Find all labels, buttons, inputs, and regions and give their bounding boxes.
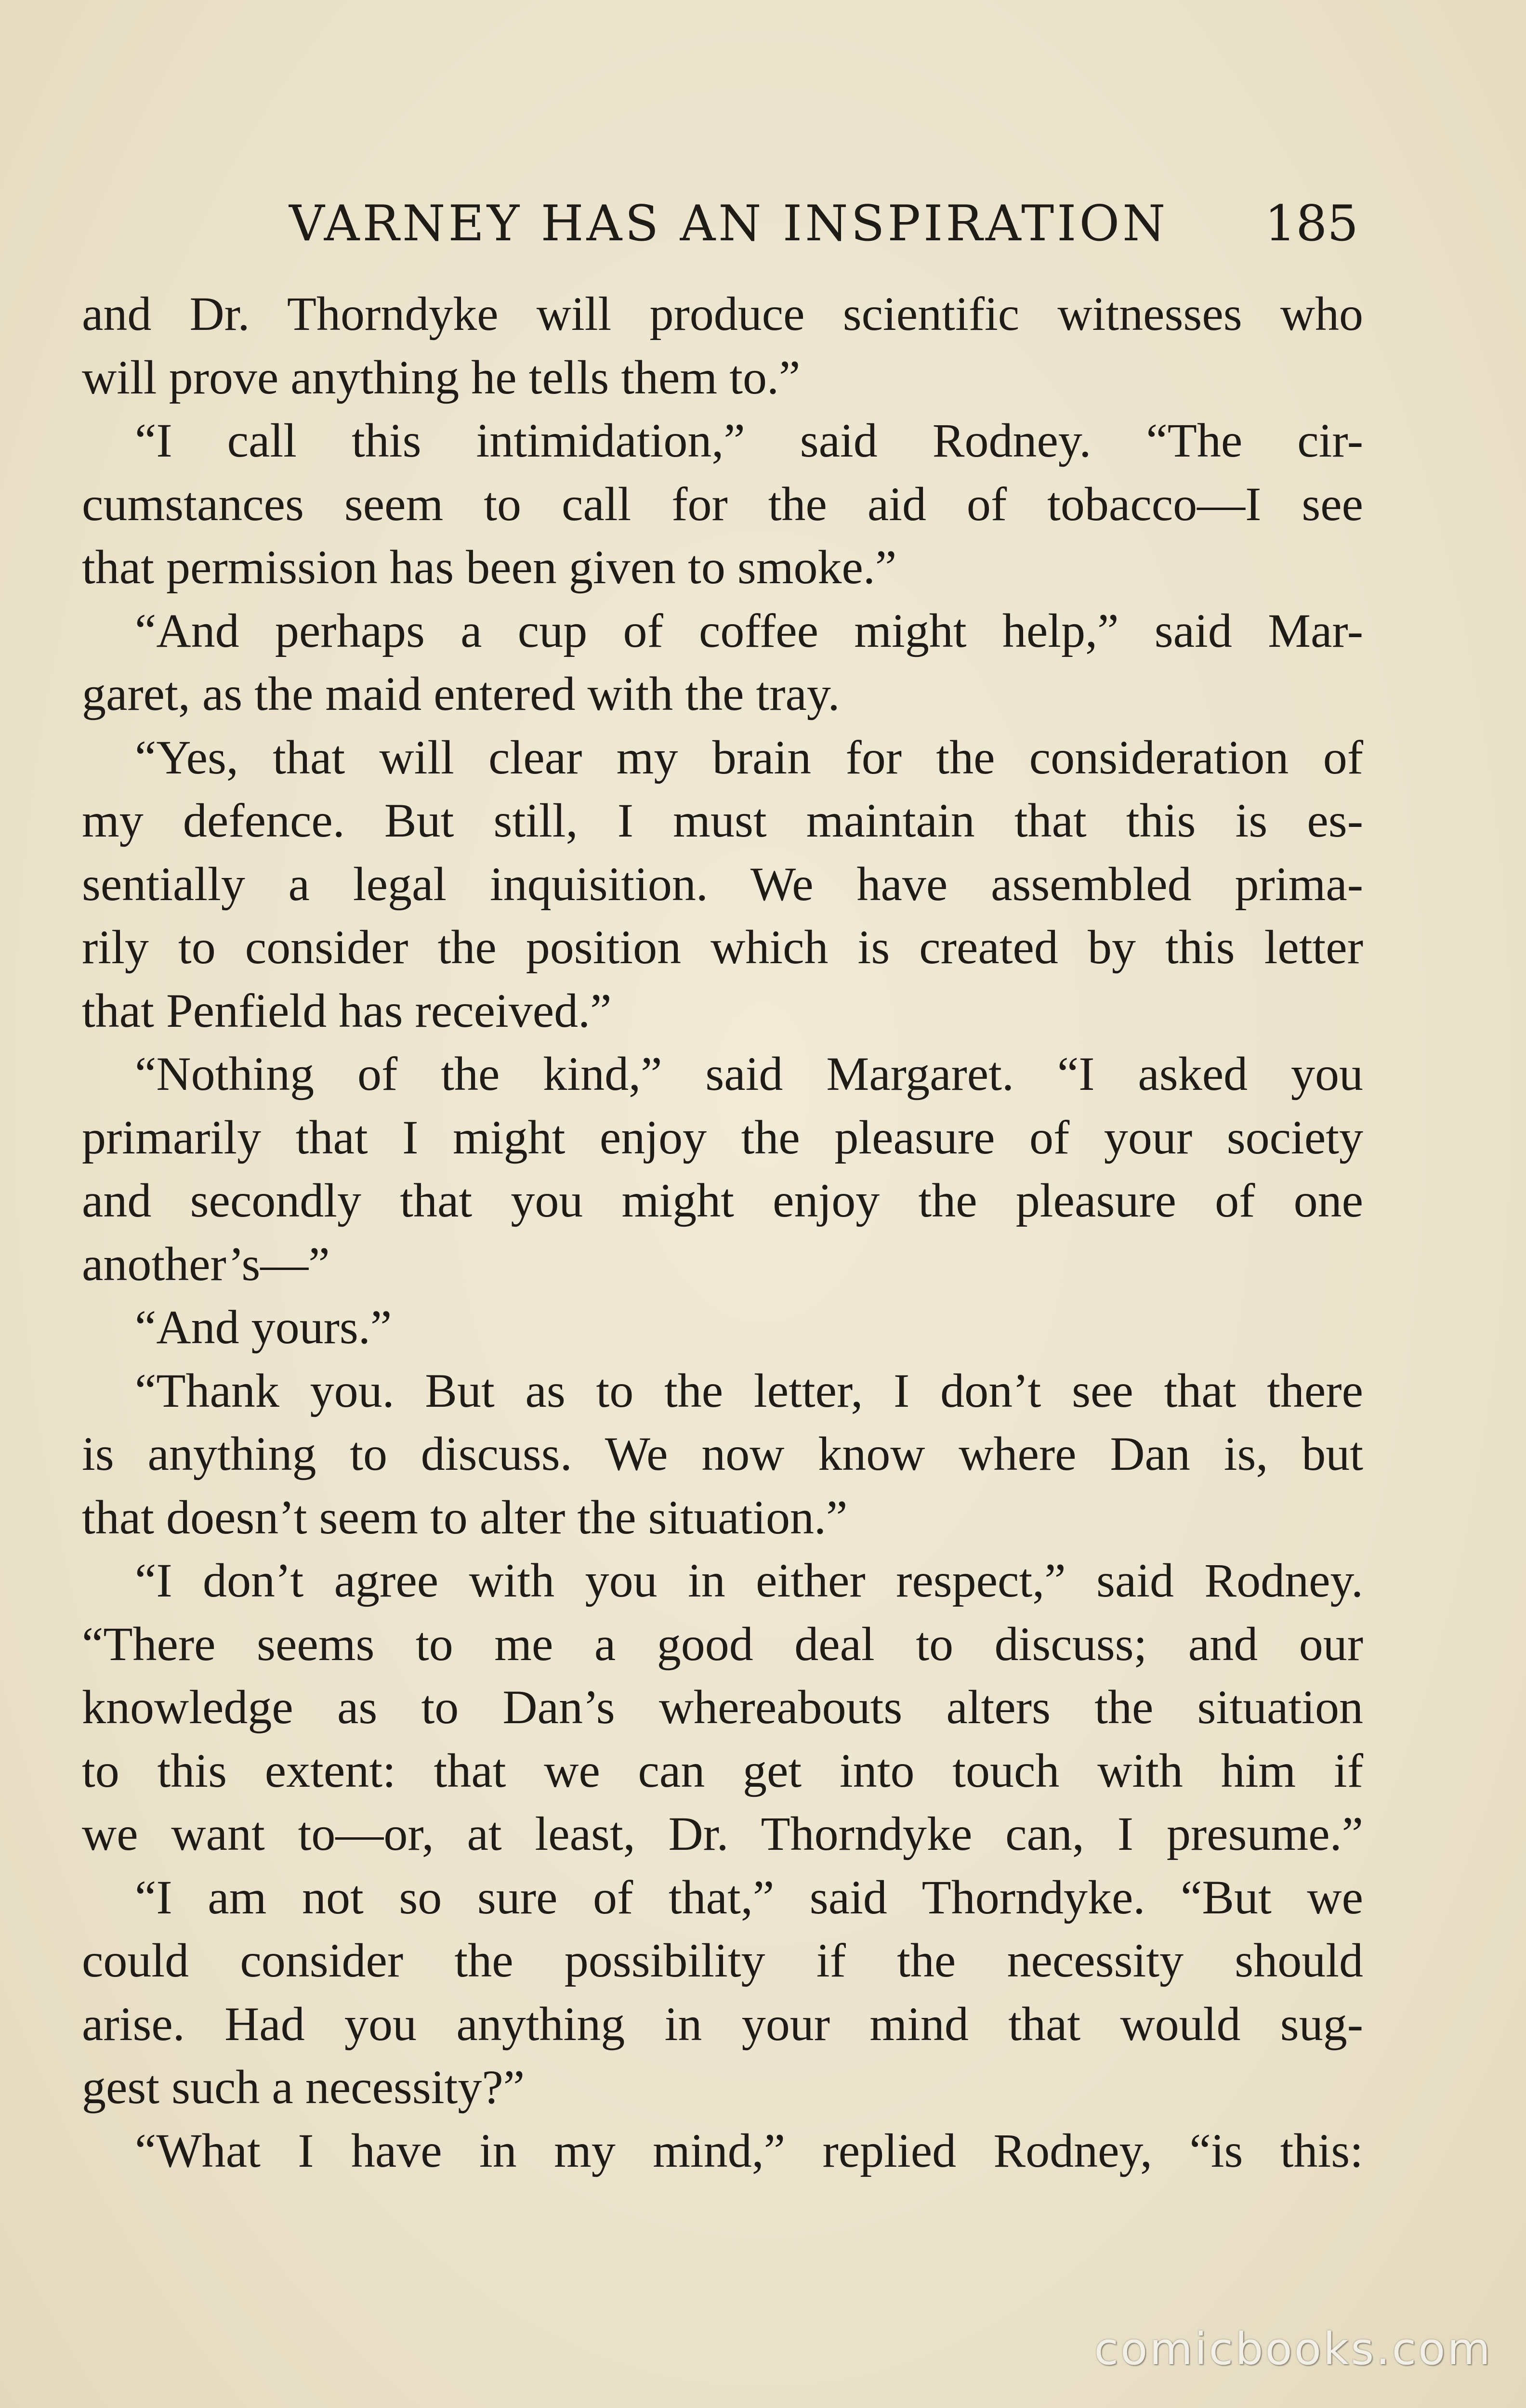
text-line: that Penfield has received.”: [82, 983, 612, 1037]
text-line: primarily that I might enjoy the pleasure of your society: [82, 1110, 1363, 1164]
body-text: [82, 282, 1363, 2182]
text-line: is anything to discuss. We now know where Dan is, but: [82, 1427, 1363, 1480]
text-line: “And yours.”: [135, 1300, 392, 1354]
text-line: and Dr. Thorndyke will produce scientific witnesses who: [82, 287, 1363, 340]
running-title: VARNEY HAS AN INSPIRATION: [289, 195, 1169, 252]
text-line: garet, as the maid entered with the tray.: [82, 667, 840, 720]
text-line: “I call this intimidation,” said Rodney. “The cir-: [135, 414, 1363, 467]
page-number: 185: [1264, 195, 1358, 252]
text-line: “Yes, that will clear my brain for the consideration of: [135, 730, 1363, 784]
text-line: “Nothing of the kind,” said Margaret. “I asked you: [135, 1047, 1363, 1100]
text-line: cumstances seem to call for the aid of tobacco—I see: [82, 477, 1363, 531]
text-line: to this extent: that we can get into touch with him if: [82, 1743, 1363, 1797]
running-head: [82, 190, 1363, 258]
text-line: my defence. But still, I must maintain that this is es-: [82, 794, 1363, 847]
text-line: could consider the possibility if the necessity should: [82, 1934, 1363, 1987]
text-line: we want to—or, at least, Dr. Thorndyke can, I presume.”: [82, 1807, 1363, 1860]
text-line: “What I have in my mind,” replied Rodney, “is this:: [135, 2123, 1363, 2177]
text-line: “I am not so sure of that,” said Thorndyke. “But we: [135, 1870, 1363, 1924]
text-line: arise. Had you anything in your mind that would sug-: [82, 1997, 1363, 2051]
text-line: gest such a necessity?”: [82, 2060, 525, 2114]
text-line: “I don’t agree with you in either respect,” said Rodney.: [135, 1554, 1363, 1607]
text-line: and secondly that you might enjoy the pleasure of one: [82, 1174, 1363, 1227]
text-line: will prove anything he tells them to.”: [82, 350, 801, 404]
text-line: knowledge as to Dan’s whereabouts alters the situation: [82, 1680, 1363, 1734]
text-line: rily to consider the position which is created by this letter: [82, 920, 1363, 974]
text-line: “And perhaps a cup of coffee might help,” said Mar-: [135, 603, 1363, 657]
text-line: sentially a legal inquisition. We have assembled prima-: [82, 857, 1363, 911]
watermark: comicbooks.com: [1094, 2323, 1492, 2375]
text-line: that doesn’t seem to alter the situation.”: [82, 1490, 848, 1544]
text-line: that permission has been given to smoke.”: [82, 540, 897, 594]
text-line: “There seems to me a good deal to discuss; and our: [82, 1617, 1363, 1671]
text-line: another’s—”: [82, 1237, 330, 1291]
text-line: “Thank you. But as to the letter, I don’t see that there: [135, 1363, 1363, 1417]
